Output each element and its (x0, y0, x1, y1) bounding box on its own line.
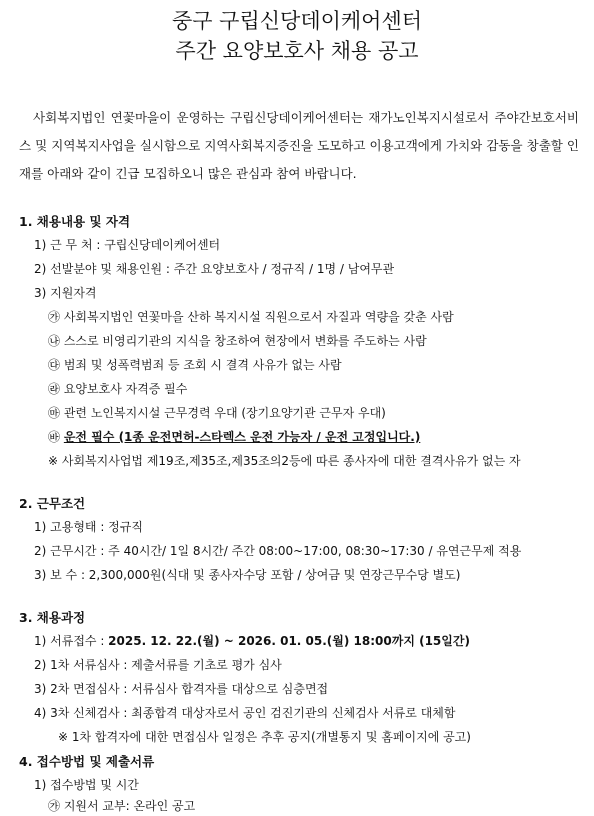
qualification-3: ㉰ 범죄 및 성폭력범죄 등 조회 시 결격 사유가 없는 사람 (48, 358, 342, 372)
qualification-2: ㉯ 스스로 비영리기관의 지식을 창조하여 현장에서 변화를 주도하는 사람 (48, 334, 427, 348)
section1-item-3: 3) 지원자격 (34, 286, 97, 300)
qualification-6 (48, 428, 420, 445)
section3-note: ※ 1차 합격자에 대한 면접심사 일정은 추후 공지(개별통지 및 홈페이지에 공고) (58, 730, 471, 744)
section4-heading: 4. 접수방법 및 제출서류 (19, 754, 155, 769)
qualification-6-text: 운전 필수 (1종 운전면허-스타렉스 운전 가능자 / 운전 고정입니다.) (63, 430, 421, 444)
application-period: 2025. 12. 22.(월) ~ 2026. 01. 05.(월) 18:00까지 (15일간) (108, 634, 470, 648)
qualification-4: ㉱ 요양보호사 자격증 필수 (48, 382, 188, 396)
qualification-1: ㉮ 사회복지법인 연꽃마을 산하 복지시설 직원으로서 자질과 역량을 갖춘 사람 (48, 310, 454, 324)
qualification-6-marker: ㉳ (48, 430, 61, 444)
section3-item-1-label: 1) 서류접수 : (34, 634, 109, 648)
intro-paragraph: 사회복지법인 연꽃마을이 운영하는 구립신당데이케어센터는 재가노인복지시설로서 주야간보호서비스 및 지역복지사업을 실시함으로 지역사회복지증진을 도모하고 이용고객에게 가치와 감동을 창출할 인재를 아래와 같이 긴급 모집하오니 많은 관심과 참여 바랍니다. (19, 110, 579, 181)
section1-item-2: 2) 선발분야 및 채용인원 : 주간 요양보호사 / 정규직 / 1명 / 남여무관 (34, 262, 395, 276)
section3-item-3: 3) 2차 면접심사 : 서류심사 합격자를 대상으로 심층면접 (34, 682, 329, 696)
page-title-line2: 주간 요양보호사 채용 공고 (175, 39, 419, 63)
section1-item-1: 1) 근 무 처 : 구립신당데이케어센터 (34, 238, 221, 252)
section4-item-1: 1) 접수방법 및 시간 (34, 778, 139, 792)
section2-item-2: 2) 근무시간 : 주 40시간/ 1일 8시간/ 주간 08:00~17:00, 08:30~17:30 / 유연근무제 적용 (34, 544, 522, 558)
section3-item-1 (34, 632, 470, 649)
qualification-5: ㉲ 관련 노인복지시설 근무경력 우대 (장기요양기관 근무자 우대) (48, 406, 386, 420)
section3-item-4: 4) 3차 신체검사 : 최종합격 대상자로서 공인 검진기관의 신체검사 서류로 대체함 (34, 706, 456, 720)
page-title-line1: 중구 구립신당데이케어센터 (171, 9, 423, 33)
section3-heading: 3. 채용과정 (19, 610, 86, 625)
section2-item-3: 3) 보 수 : 2,300,000원(식대 및 종사자수당 포함 / 상여금 및 연장근무수당 별도) (34, 568, 461, 582)
section3-item-2: 2) 1차 서류심사 : 제출서류를 기초로 평가 심사 (34, 658, 282, 672)
section2-heading: 2. 근무조건 (19, 496, 86, 511)
section1-note: ※ 사회복지사업법 제19조,제35조,제35조의2등에 따른 종사자에 대한 결격사유가 없는 자 (48, 454, 521, 468)
section2-item-1: 1) 고용형태 : 정규직 (34, 520, 143, 534)
section1-heading: 1. 채용내용 및 자격 (19, 214, 131, 229)
section4-item-2: ㉮ 지원서 교부: 온라인 공고 (48, 799, 196, 813)
